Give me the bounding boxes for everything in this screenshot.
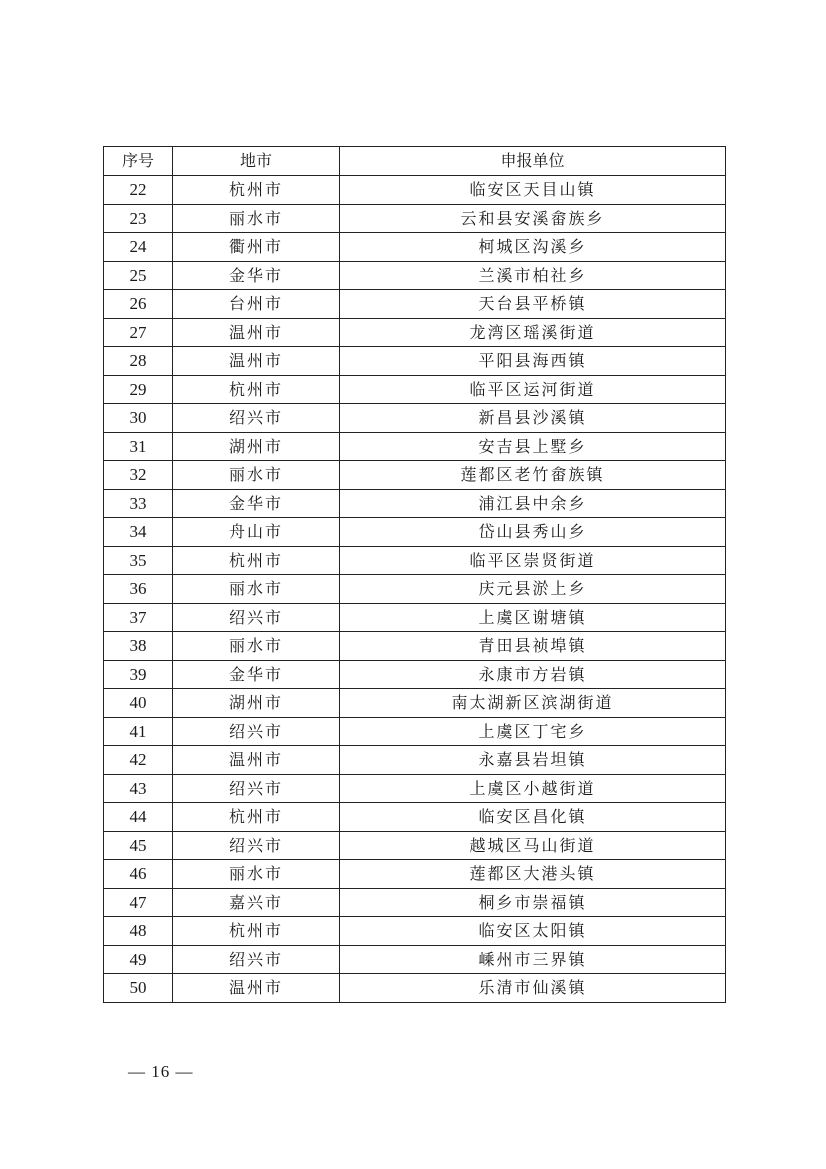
cell-unit: 永嘉县岩坦镇 <box>340 746 726 775</box>
cell-serial: 43 <box>104 774 173 803</box>
cell-unit: 浦江县中余乡 <box>340 489 726 518</box>
table-row <box>104 176 726 205</box>
table-row <box>104 261 726 290</box>
table-row <box>104 575 726 604</box>
cell-city: 嘉兴市 <box>173 888 340 917</box>
cell-serial: 49 <box>104 945 173 974</box>
cell-city: 杭州市 <box>173 375 340 404</box>
table-row <box>104 518 726 547</box>
cell-city: 杭州市 <box>173 917 340 946</box>
table-row <box>104 717 726 746</box>
cell-city: 绍兴市 <box>173 831 340 860</box>
cell-serial: 36 <box>104 575 173 604</box>
cell-unit: 柯城区沟溪乡 <box>340 233 726 262</box>
cell-city: 金华市 <box>173 660 340 689</box>
cell-unit: 上虞区谢塘镇 <box>340 603 726 632</box>
cell-serial: 22 <box>104 176 173 205</box>
cell-unit: 庆元县淤上乡 <box>340 575 726 604</box>
cell-unit: 莲都区老竹畲族镇 <box>340 461 726 490</box>
cell-city: 杭州市 <box>173 176 340 205</box>
cell-unit: 安吉县上墅乡 <box>340 432 726 461</box>
cell-unit: 平阳县海西镇 <box>340 347 726 376</box>
table-row <box>104 204 726 233</box>
cell-city: 舟山市 <box>173 518 340 547</box>
table-row <box>104 917 726 946</box>
cell-city: 温州市 <box>173 318 340 347</box>
cell-serial: 27 <box>104 318 173 347</box>
cell-serial: 25 <box>104 261 173 290</box>
cell-city: 杭州市 <box>173 546 340 575</box>
table-row <box>104 489 726 518</box>
cell-serial: 38 <box>104 632 173 661</box>
cell-city: 温州市 <box>173 347 340 376</box>
cell-unit: 临平区运河街道 <box>340 375 726 404</box>
cell-unit: 越城区马山街道 <box>340 831 726 860</box>
page-number: — 16 — <box>128 1062 194 1081</box>
table-row <box>104 375 726 404</box>
table-row <box>104 803 726 832</box>
table-row <box>104 689 726 718</box>
cell-city: 湖州市 <box>173 689 340 718</box>
table-row <box>104 774 726 803</box>
cell-unit: 上虞区小越街道 <box>340 774 726 803</box>
cell-city: 绍兴市 <box>173 774 340 803</box>
cell-unit: 临安区昌化镇 <box>340 803 726 832</box>
cell-unit: 临平区崇贤街道 <box>340 546 726 575</box>
cell-serial: 24 <box>104 233 173 262</box>
cell-unit: 乐清市仙溪镇 <box>340 974 726 1003</box>
cell-serial: 40 <box>104 689 173 718</box>
header-serial: 序号 <box>104 147 173 176</box>
header-city: 地市 <box>173 147 340 176</box>
cell-serial: 50 <box>104 974 173 1003</box>
cell-city: 绍兴市 <box>173 717 340 746</box>
cell-city: 金华市 <box>173 489 340 518</box>
cell-serial: 37 <box>104 603 173 632</box>
cell-city: 杭州市 <box>173 803 340 832</box>
cell-city: 温州市 <box>173 746 340 775</box>
cell-unit: 永康市方岩镇 <box>340 660 726 689</box>
cell-city: 温州市 <box>173 974 340 1003</box>
table-row <box>104 290 726 319</box>
cell-serial: 26 <box>104 290 173 319</box>
cell-serial: 45 <box>104 831 173 860</box>
table-row <box>104 974 726 1003</box>
cell-city: 丽水市 <box>173 461 340 490</box>
cell-city: 绍兴市 <box>173 404 340 433</box>
cell-city: 湖州市 <box>173 432 340 461</box>
cell-city: 丽水市 <box>173 204 340 233</box>
cell-unit: 青田县祯埠镇 <box>340 632 726 661</box>
cell-city: 台州市 <box>173 290 340 319</box>
cell-serial: 32 <box>104 461 173 490</box>
table-row <box>104 603 726 632</box>
table-row <box>104 318 726 347</box>
applicant-units-table <box>103 146 726 1003</box>
cell-serial: 42 <box>104 746 173 775</box>
table-row <box>104 233 726 262</box>
table-header-row <box>104 147 726 176</box>
cell-serial: 33 <box>104 489 173 518</box>
table-row <box>104 888 726 917</box>
cell-serial: 30 <box>104 404 173 433</box>
table-row <box>104 404 726 433</box>
table-row <box>104 746 726 775</box>
table-row <box>104 347 726 376</box>
cell-city: 绍兴市 <box>173 603 340 632</box>
cell-unit: 桐乡市崇福镇 <box>340 888 726 917</box>
cell-serial: 35 <box>104 546 173 575</box>
cell-serial: 29 <box>104 375 173 404</box>
cell-unit: 新昌县沙溪镇 <box>340 404 726 433</box>
cell-serial: 41 <box>104 717 173 746</box>
cell-serial: 31 <box>104 432 173 461</box>
cell-city: 衢州市 <box>173 233 340 262</box>
cell-city: 金华市 <box>173 261 340 290</box>
cell-city: 丽水市 <box>173 632 340 661</box>
cell-serial: 28 <box>104 347 173 376</box>
cell-unit: 岱山县秀山乡 <box>340 518 726 547</box>
cell-unit: 龙湾区瑶溪街道 <box>340 318 726 347</box>
cell-serial: 48 <box>104 917 173 946</box>
cell-unit: 临安区太阳镇 <box>340 917 726 946</box>
cell-unit: 云和县安溪畲族乡 <box>340 204 726 233</box>
cell-unit: 兰溪市柏社乡 <box>340 261 726 290</box>
cell-serial: 46 <box>104 860 173 889</box>
header-unit: 申报单位 <box>340 147 726 176</box>
cell-city: 丽水市 <box>173 860 340 889</box>
cell-unit: 南太湖新区滨湖街道 <box>340 689 726 718</box>
table-row <box>104 432 726 461</box>
cell-unit: 嵊州市三界镇 <box>340 945 726 974</box>
cell-city: 丽水市 <box>173 575 340 604</box>
table-row <box>104 461 726 490</box>
table-row <box>104 945 726 974</box>
cell-serial: 23 <box>104 204 173 233</box>
cell-unit: 莲都区大港头镇 <box>340 860 726 889</box>
table-row <box>104 632 726 661</box>
table-row <box>104 860 726 889</box>
cell-serial: 44 <box>104 803 173 832</box>
table-row <box>104 546 726 575</box>
cell-serial: 34 <box>104 518 173 547</box>
cell-city: 绍兴市 <box>173 945 340 974</box>
cell-unit: 临安区天目山镇 <box>340 176 726 205</box>
cell-serial: 47 <box>104 888 173 917</box>
cell-unit: 天台县平桥镇 <box>340 290 726 319</box>
table-row <box>104 660 726 689</box>
table-row <box>104 831 726 860</box>
cell-unit: 上虞区丁宅乡 <box>340 717 726 746</box>
cell-serial: 39 <box>104 660 173 689</box>
